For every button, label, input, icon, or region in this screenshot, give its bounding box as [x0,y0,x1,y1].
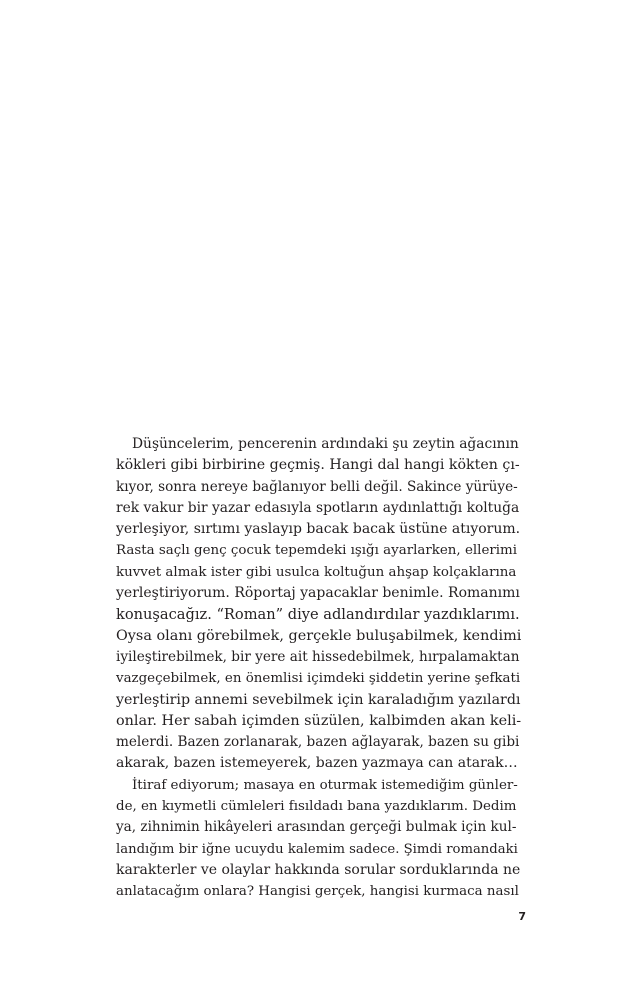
text-line: konuşacağız. “Roman” diye adlandırdılar yazdıklarımı. [116,606,520,624]
text-line: vazgeçebilmek, en önemlisi içimdeki şiddetin yerine şefkati [116,671,521,687]
text-line: yerleştiriyorum. Röportaj yapacaklar benimle. Romanımı [116,585,520,602]
text-line: İtiraf ediyorum; masaya en oturmak istemediğim günler- [132,777,518,793]
text-line: Rasta saçlı genç çocuk tepemdeki ışığı ayarlarken, ellerimi [116,543,518,559]
text-line: de, en kıymetli cümleleri fısıldadı bana yazdıklarım. Dedim [116,799,517,815]
text-line: yerleşiyor, sırtımı yaslayıp bacak bacak üstüne atıyorum. [116,521,521,538]
text-line: rek vakur bir yazar edasıyla spotların aydınlattığı koltuğa [116,499,520,516]
text-line: landığım bir iğne ucuydu kalemim sadece. Şimdi romandaki [116,841,518,857]
text-line: kökleri gibi birbirine geçmiş. Hangi dal hangi kökten çı- [116,457,520,474]
text-line: onlar. Her sabah içimden süzülen, kalbimden akan keli- [116,712,522,729]
text-line: melerdi. Bazen zorlanarak, bazen ağlayarak, bazen su gibi [116,734,520,751]
text-line: Oysa olanı görebilmek, gerçekle buluşabilmek, kendimi [116,627,522,644]
text-line: karakterler ve olaylar hakkında sorular sorduklarında ne [116,861,521,878]
page-number: 7 [518,910,526,923]
text-line: Düşüncelerim, pencerenin ardındaki şu zeytin ağacının [132,436,519,452]
text-line: yerleştirip annemi sevebilmek için karaladığım yazılardı [116,691,521,708]
text-line: akarak, bazen istemeyerek, bazen yazmaya can atarak… [116,755,518,772]
text-line: iyileştirebilmek, bir yere ait hissedebilmek, hırpalamaktan [116,648,520,665]
text-line: ya, zihnimin hikâyeleri arasından gerçeği bulmak için kul- [116,819,517,836]
text-line: kuvvet almak ister gibi usulca koltuğun ahşap kolçaklarına [116,564,517,580]
body-text [116,434,521,903]
text-line: kıyor, sonra nereye bağlanıyor belli değil. Sakince yürüye- [116,478,518,495]
text-line: anlatacağım onlara? Hangisi gerçek, hangisi kurmaca nasıl [116,884,519,900]
